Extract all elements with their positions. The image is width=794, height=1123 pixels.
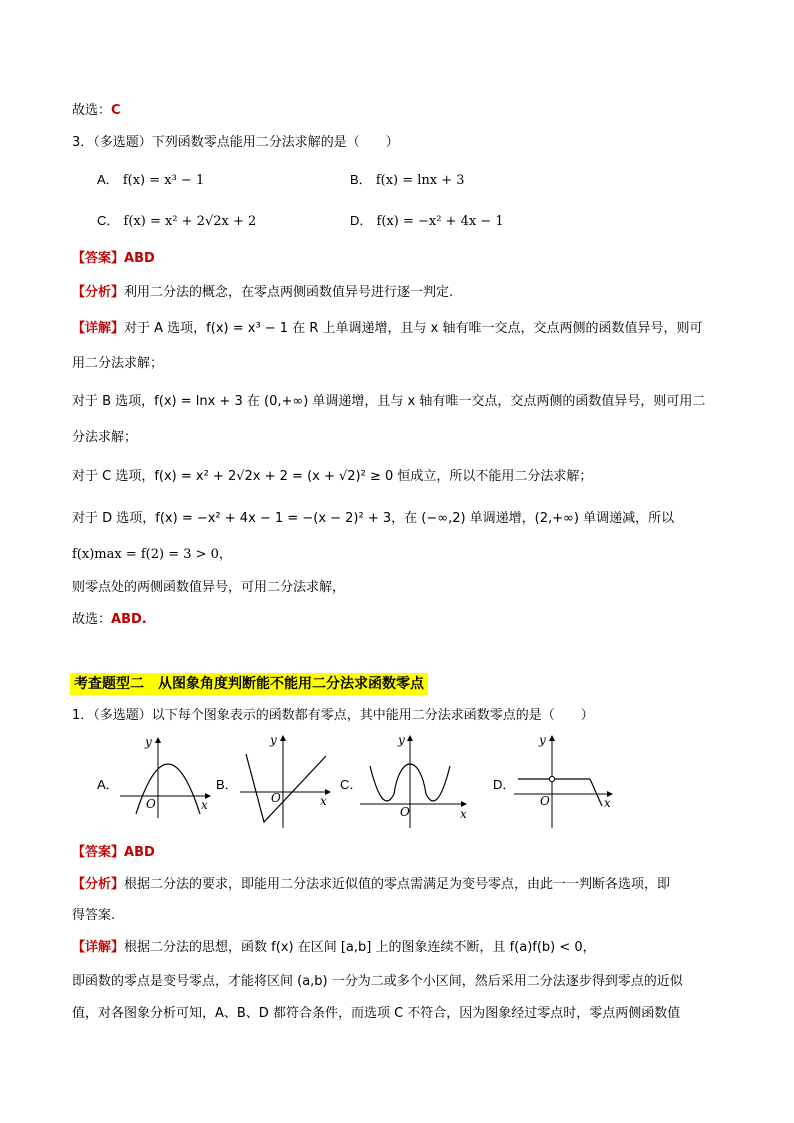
q3-detail-line-8: 则零点处的两侧函数值异号，可用二分法求解， [72, 580, 346, 595]
y-axis-label: y [539, 734, 546, 747]
answer-tag: 【答案】 [72, 251, 125, 266]
y-axis-label: y [398, 734, 405, 747]
option-expr: f(x) = x² + 2√2x + 2 [123, 214, 257, 229]
section-heading: 考查题型二 从图象角度判断能不能用二分法求函数零点 [70, 673, 428, 695]
q3-detail-line-1 [72, 319, 702, 339]
option-letter: A． [97, 172, 119, 187]
graph-d [512, 734, 622, 829]
graph-label-b: B． [216, 777, 238, 792]
answer-value: ABD [124, 251, 155, 266]
previous-conclusion [72, 101, 121, 121]
q3-option-b [350, 170, 465, 191]
q3-answer [72, 249, 155, 269]
q3-analysis [72, 283, 453, 303]
y-axis-label: y [270, 734, 277, 747]
q3-stem: 3．（多选题）下列函数零点能用二分法求解的是（ ） [72, 135, 399, 150]
graph-label-c: C． [340, 777, 363, 792]
origin-label: O [271, 791, 281, 805]
origin-label: O [540, 794, 550, 808]
analysis-text: 根据二分法的要求，即能用二分法求近似值的零点需满足为变号零点，由此一一判断各选项，即 [124, 877, 671, 892]
option-letter: C． [97, 213, 120, 228]
q3-detail-line-6: 对于 D 选项，f(x) = −x² + 4x − 1 = −(x − 2)² + 3，在 (−∞,2) 单调递增，(2,+∞) 单调递减，所以 [72, 511, 675, 526]
q3-detail-line-5: 对于 C 选项，f(x) = x² + 2√2x + 2 = (x + √2)² ≥ 0 恒成立，所以不能用二分法求解； [72, 469, 593, 484]
q3-option-c [97, 211, 256, 232]
conclusion-answer: ABD. [111, 612, 147, 627]
detail-text: 对于 A 选项，f(x) = x³ − 1 在 R 上单调递增，且与 x 轴有唯一交点，交点两侧的函数值异号，则可 [124, 321, 703, 336]
q3-detail-line-3: 对于 B 选项，f(x) = lnx + 3 在 (0,+∞) 单调递增，且与 x 轴有唯一交点，交点两侧的函数值异号，则可用二 [72, 394, 706, 409]
x-axis-label: x [460, 807, 467, 821]
option-letter: D． [350, 213, 373, 228]
q3-detail-line-7: f(x)max = f(2) = 3 > 0， [72, 547, 232, 562]
q3-detail-line-4: 分法求解； [72, 430, 138, 445]
option-letter: B． [350, 172, 372, 187]
detail-tag: 【详解】 [72, 321, 125, 336]
graph-b [238, 734, 338, 829]
q3-option-a [97, 170, 204, 191]
graph-label-d: D． [493, 777, 516, 792]
answer-tag: 【答案】 [72, 845, 125, 860]
answer-value: ABD [124, 845, 155, 860]
detail-tag: 【详解】 [72, 940, 125, 955]
graph-c [358, 734, 473, 829]
graph-a [118, 734, 218, 819]
detail-text: 根据二分法的思想，函数 f(x) 在区间 [a,b] 上的图象连续不断，且 f(a)f(b) < 0， [124, 940, 596, 955]
conclusion-prefix: 故选： [72, 103, 112, 118]
q1-detail-line-1 [72, 938, 596, 958]
option-expr: f(x) = −x² + 4x − 1 [376, 214, 504, 229]
graph-label-a: A． [97, 777, 119, 792]
q1-analysis-line-1 [72, 875, 670, 895]
conclusion-prefix: 故选： [72, 612, 112, 627]
q1-detail-line-2: 即函数的零点是变号零点，才能将区间 (a,b) 一分为二或多个小区间，然后采用二分法逐步得到零点的近似 [72, 974, 683, 989]
origin-label: O [146, 797, 156, 811]
analysis-text: 利用二分法的概念，在零点两侧函数值异号进行逐一判定. [124, 285, 454, 300]
q1-detail-line-3: 值，对各图象分析可知，A、B、D 都符合条件，而选项 C 不符合，因为图象经过零点时，零点两侧函数值 [72, 1006, 681, 1021]
x-axis-label: x [201, 798, 208, 812]
analysis-tag: 【分析】 [72, 877, 125, 892]
q3-detail-line-2: 用二分法求解； [72, 356, 164, 371]
x-axis-label: x [320, 794, 327, 808]
q1-stem: 1．（多选题）以下每个图象表示的函数都有零点，其中能用二分法求函数零点的是（ ） [72, 708, 594, 723]
origin-label: O [400, 805, 410, 819]
q1-analysis-line-2: 得答案. [72, 908, 116, 923]
x-axis-label: x [604, 796, 611, 810]
option-expr: f(x) = x³ − 1 [122, 173, 205, 188]
option-expr: f(x) = lnx + 3 [375, 173, 465, 188]
y-axis-label: y [145, 735, 152, 749]
q3-option-d [350, 211, 504, 232]
analysis-tag: 【分析】 [72, 285, 125, 300]
conclusion-answer: C [111, 103, 121, 118]
q1-answer [72, 843, 155, 863]
q3-conclusion [72, 610, 147, 630]
